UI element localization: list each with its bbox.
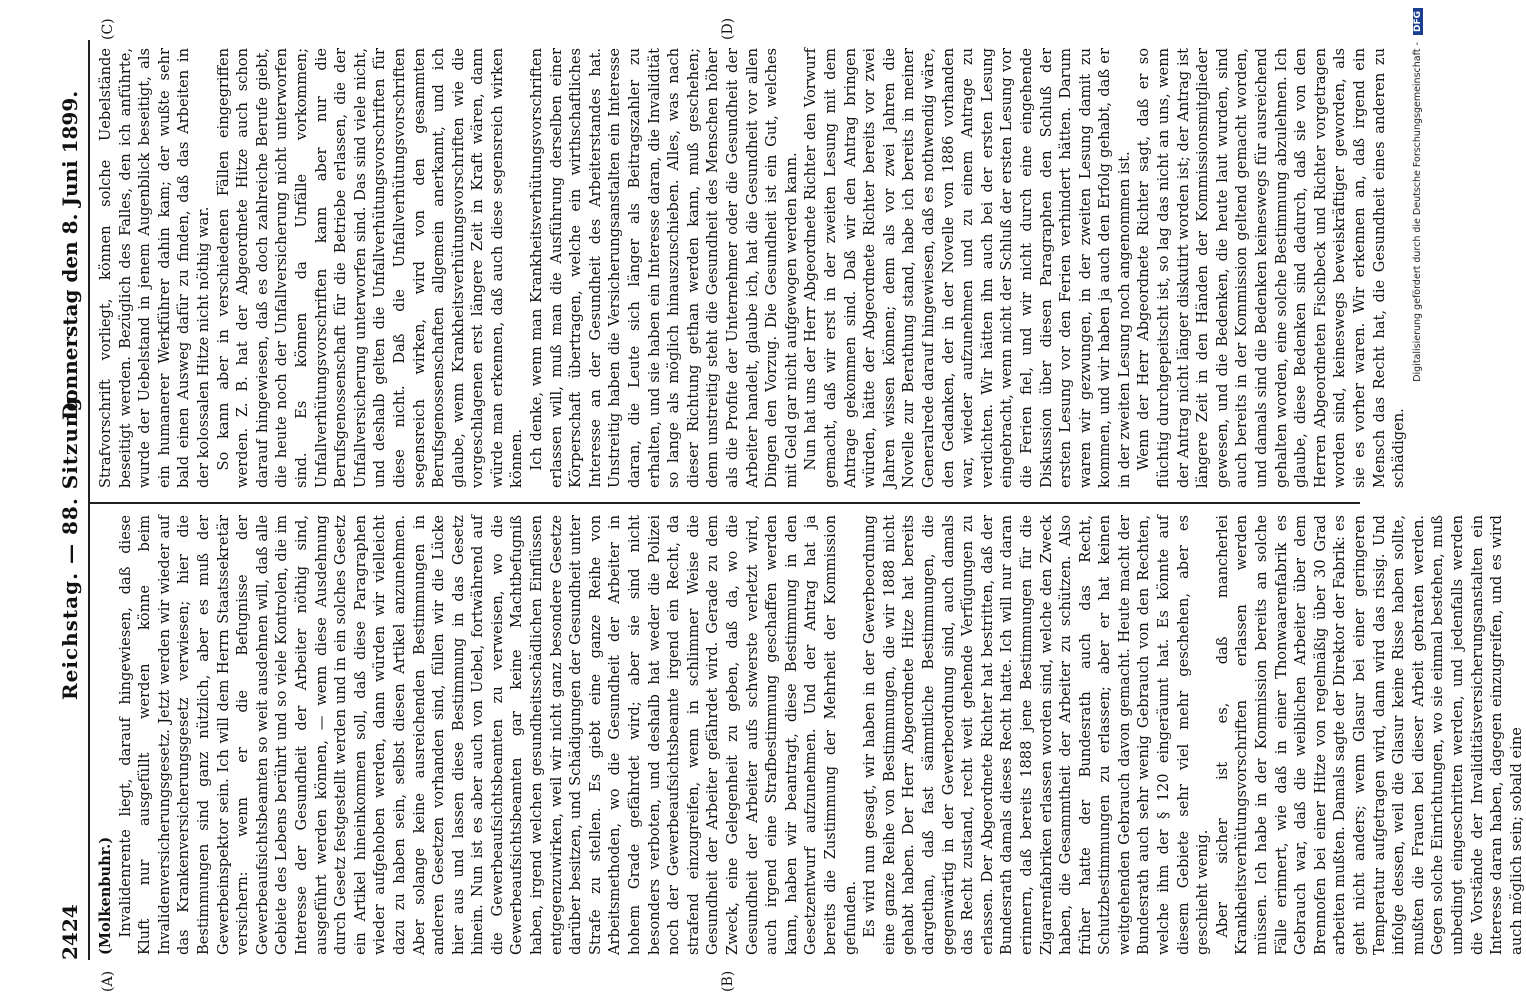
paragraph: Ich denke, wenn man Krankheitsverhütungsvorschriften erlassen will, muß man die Ausführung derselben einer Körperschaft übertragen, welche ein wirthschaftliches Interesse an der Gesundheit des Arbeiterstandes hat. Unstreitig haben die Versicherungsanstalten ein Interesse daran, die Leute sich länger als Beitragszahler zu erhalten, und sie haben ein Interesse daran, die Invalidität so lange als möglich hinauszuschieben. Alles, was nach dieser Richtung gethan werden kann, muß geschehen; denn unstreitig steht die Gesundheit des Menschen höher als die Profite der Unternehmer oder die Gesundheit der Arbeiter handelt, glaube ich, hat die Gesundheit vor allen Dingen den Vorzug. Die Gesundheit ist ein Gut, welches mit Geld gar nicht aufgewogen werden kann. [528, 48, 800, 488]
paragraph: Invalidenrente liegt, darauf hingewiesen, daß diese Kluft nur ausgefüllt werden könne beim Invalidenversicherungsgesetz. Jetzt werden wir wieder auf das Krankenversicherungsgesetz verwiesen; hier die Bestimmungen sind ganz nützlich, aber es muß der Gewerbeinspektor sein. Ich will dem Herrn Staatssekretär versichern: wenn er die Befugnisse der Gewerbeaufsichtsbeamten so weit ausdehnen will, daß alle Gebiete des Lebens berührt und so viele Kontrolen, die im Interesse der Gesundheit der Arbeiter nöthig sind, ausgeführt werden können, — wenn diese Ausdehnung durch Gesetz festgestellt werden und in ein solches Gesetz ein Artikel hineinkommen soll, daß diese Paragraphen wieder aufgehoben werden, dann würden wir vielleicht dazu zu haben sein, selbst diesen Artikel anzunehmen. Aber solange keine ausreichenden Bestimmungen in anderen Gesetzen vorhanden sind, füllen wir die Lücke hier aus und lassen diese Bestimmung in das Gesetz hinein. Nun ist es aber auch von Uebel, fortwährend auf die Gewerbeaufsichtsbeamten zu verweisen, wo die Gewerbeaufsichtsbeamten gar keine Machtbefugniß haben, irgend welchen gesundheitsschädlichen Einflüssen entgegenzuwirken, weil wir nicht ganz besondere Gesetze darüber besitzen, und Schädigungen der Gesundheit unter Strafe zu stellen. Es giebt eine ganze Reihe von Arbeitsmethoden, wo die Gesundheit der Arbeiter in hohem Grade gefährdet wird; aber sie sind nicht besonders verboten, und deshalb hat weder die Polizei noch der Gewerbeaufsichtsbeamte irgend ein Recht, da strafend einzugreifen, wenn in schlimmer Weise die Gesundheit der Arbeiter gefährdet wird. Gerade zu dem Zweck, eine Gelegenheit zu geben, daß da, wo die Gesundheit der Arbeiter aufs schwerste verletzt wird, auch irgend eine Strafbestimmung geschaffen werden kann, haben wir beantragt, diese Bestimmung in den Gesetzentwurf aufzunehmen. Und der Antrag hat ja bereits die Zustimmung der Mehrheit der Kommission gefunden. [116, 515, 859, 955]
dfg-logo: DFG [1413, 8, 1423, 35]
paragraph: Strafvorschrift vorliegt, können solche Uebelstände beseitigt werden. Bezüglich des Falles, den ich anführte, wurde der Uebelstand in jenem Augenblick beseitigt, als ein humanerer Werkführer dahin kam; der wußte sehr bald einen Ausweg dafür zu finden, daß das Arbeiten in der kolossalen Hitze nicht nöthig war. [97, 48, 212, 488]
marker-c: (C) [100, 18, 116, 40]
page-header [58, 40, 88, 960]
column-rule [90, 502, 1360, 504]
paragraph: Aber sicher ist es, daß mancherlei Krankheitsverhütungsvorschriften erlassen werden müssen. Ich habe in der Kommission bereits an solche Fälle erinnert, wie daß in einer Thonwaarenfabrik es Gebrauch war, daß die weiblichen Arbeiter über dem Brennofen bei einer Hitze von regelmäßig über 30 Grad arbeiten mußten. Damals sagte der Direktor der Fabrik: es geht nicht anders; wenn Glasur bei einer geringeren Temperatur aufgetragen wird, dann wird das rissig. Und infolge dessen, weil die Glasur keine Risse haben sollte, mußten die Frauen bei dieser Arbeit gebraten werden. Gegen solche Einrichtungen, wo sie einmal bestehen, muß unbedingt eingeschritten werden, und jedenfalls werden die Vorstände der Invaliditätsversicherungsanstalten ein Interesse daran haben, dagegen einzugreifen, und es wird auch möglich sein; sobald eine [1213, 515, 1525, 955]
left-column [96, 515, 1526, 955]
digitization-text: Digitalisierung gefördert durch die Deutsche Forschungsgemeinschaft - [1412, 42, 1423, 382]
marker-d: (D) [720, 17, 736, 40]
marker-b: (B) [720, 970, 736, 992]
digitization-notice [1412, 8, 1430, 998]
session-title: Reichstag. — 88. Sitzung. [58, 388, 82, 700]
paragraph: So kann aber in verschiedenen Fällen eingegriffen werden. Z. B. hat der Abgeordnete Hitze auch schon darauf hingewiesen, daß es doch zahlreiche Berufe giebt, die heute noch der Unfallversicherung nicht unterworfen sind. Es können da Unfälle vorkommen; Unfallverhütungsvorschriften kann aber nur die Berufsgenossenschaft für die Betriebe erlassen, die der Unfallversicherung unterworfen sind. Das sind viele nicht, und deshalb gelten die Unfallverhütungsvorschriften für diese nicht. Daß die Unfallverhütungsvorschriften segensreich wirken, wird von den gesammten Berufsgenossenschaften allgemein anerkannt, und ich glaube, wenn Krankheitsverhütungsvorschriften wie die vorgeschlagenen erst längere Zeit in Kraft wären, dann würde man erkennen, daß auch diese segensreich wirken können. [214, 48, 526, 488]
paragraph: Es wird nun gesagt, wir haben in der Gewerbeordnung eine ganze Reihe von Bestimmungen, die wir 1888 nicht gehabt haben. Der Herr Abgeordnete Hitze hat bereits dargethan, daß fast sämmtliche Bestimmungen, die gegenwärtig in der Gewerbeordnung sind, auch damals das Recht zustand, recht weit gehende Verfügungen zu erlassen. Der Abgeordnete Richter hat bestritten, daß der Bundesrath damals dieses Recht hatte. Ich will nur daran erinnern, daß bereits 1888 jene Bestimmungen für die Zigarrenfabriken erlassen worden sind, welche den Zweck haben, die Gesammtheit der Arbeiter zu schützen. Also früher hatte der Bundesrath auch das Recht, Schutzbestimmungen zu erlassen; aber er hat keinen weitgehenden Gebrauch davon gemacht. Heute macht der Bundesrath auch sehr wenig Gebrauch von den Rechten, welche ihm der § 120 eingeräumt hat. Es könnte auf diesem Gebiete sehr viel mehr geschehen, aber es geschieht wenig. [861, 515, 1212, 955]
speaker-label: (Molkenbuhr.) [97, 836, 114, 955]
paragraph: Wenn der Herr Abgeordnete Richter sagt, daß er so flüchtig durchgepeitscht ist, so lag das nicht an uns, wenn der Antrag nicht länger diskutirt worden ist; der Antrag ist längere Zeit in den Händen der Kommissionsmitglieder gewesen, und die Bedenken, die heute laut wurden, sind auch bereits in der Kommission geltend gemacht worden, und damals sind die Bedenken keineswegs für ausreichend gehalten worden, eine solche Bestimmung abzulehnen. Ich glaube, diese Bedenken sind dadurch, daß sie von den Herren Abgeordneten Fischbeck und Richter vorgetragen worden sind, keineswegs beweiskräftiger geworden, als sie es vorher waren. Wir erkennen an, daß irgend ein Mensch das Recht hat, die Gesundheit eines anderen zu schädigen. [1135, 48, 1408, 488]
marker-a: (A) [100, 970, 116, 992]
session-date: Donnerstag den 8. Juni 1899. [58, 90, 82, 420]
paragraph: Nun hat uns der Herr Abgeordnete Richter den Vorwurf gemacht, daß wir erst in der zweiten Lesung mit dem Antrage gekommen sind. Daß wir den Antrag bringen würden, hätte der Abgeordnete Richter bereits vor zwei Jahren wissen können; denn als vor zwei Jahren die Novelle zur Berathung stand, habe ich bereits in meiner Generalrede darauf hingewiesen, daß es nothwendig wäre, den Gedanken, der in der Novelle von 1886 vorhanden war, wieder aufzunehmen und zu einem Antrage zu verdichten. Wir hätten ihn auch bei der ersten Lesung eingebracht, wenn nicht der Schluß der ersten Lesung vor die Ferien fiel, und wir nicht durch eine eingehende Diskussion über diesen Paragraphen den Schluß der ersten Lesung vor den Ferien verhindert hätten. Darum waren wir gezwungen, in der zweiten Lesung damit zu kommen, und wir haben ja auch den Erfolg gehabt, daß er in der zweiten Lesung noch angenommen ist. [802, 48, 1133, 488]
header-rule [88, 40, 90, 960]
page-number: 2424 [58, 904, 82, 960]
right-column [96, 48, 1409, 488]
